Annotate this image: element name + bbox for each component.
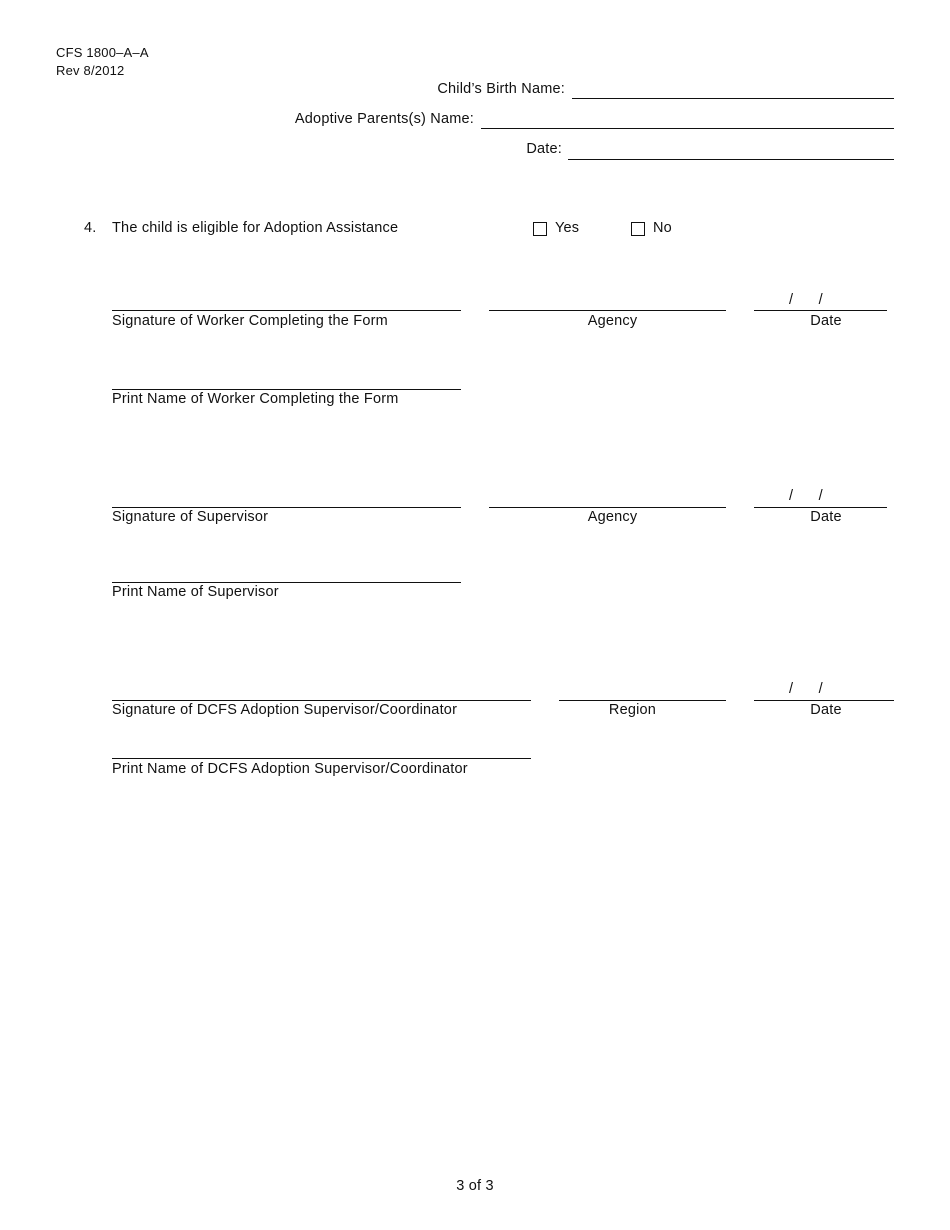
top-date-label: Date: (526, 141, 562, 157)
supervisor-print-name-line[interactable] (112, 582, 461, 583)
supervisor-agency-line[interactable] (489, 507, 726, 508)
dcfs-signature-label: Signature of DCFS Adoption Supervisor/Coordinator (112, 702, 458, 718)
supervisor-print-name-label: Print Name of Supervisor (112, 584, 279, 600)
yes-label: Yes (555, 220, 580, 236)
question-text: The child is eligible for Adoption Assistance (112, 220, 399, 236)
dcfs-print-name-label: Print Name of DCFS Adoption Supervisor/Coordinator (112, 761, 468, 777)
worker-agency-line[interactable] (489, 310, 726, 311)
worker-date-line[interactable] (754, 310, 887, 311)
dcfs-signature-line[interactable] (112, 700, 531, 701)
dcfs-date-line[interactable] (754, 700, 894, 701)
form-id: CFS 1800–A–A (56, 45, 149, 60)
worker-print-name-line[interactable] (112, 389, 461, 390)
yes-checkbox[interactable] (533, 222, 547, 236)
child-birth-name-field[interactable] (572, 98, 894, 99)
top-date-field[interactable] (568, 159, 894, 160)
supervisor-signature-line[interactable] (112, 507, 461, 508)
dcfs-date-separators: / / (789, 681, 823, 697)
supervisor-date-line[interactable] (754, 507, 887, 508)
worker-signature-label: Signature of Worker Completing the Form (112, 313, 388, 329)
dcfs-region-label: Region (608, 702, 657, 718)
adoptive-parents-field[interactable] (481, 128, 894, 129)
supervisor-date-separators: / / (789, 488, 823, 504)
form-revision: Rev 8/2012 (56, 63, 125, 78)
adoptive-parents-label: Adoptive Parents(s) Name: (294, 111, 474, 127)
worker-signature-line[interactable] (112, 310, 461, 311)
dcfs-date-label: Date (810, 702, 842, 718)
dcfs-print-name-line[interactable] (112, 758, 531, 759)
worker-agency-label: Agency (587, 313, 638, 329)
worker-print-name-label: Print Name of Worker Completing the Form (112, 391, 399, 407)
child-birth-name-label: Child’s Birth Name: (437, 81, 565, 97)
worker-date-separators: / / (789, 292, 823, 308)
question-number: 4. (84, 220, 97, 236)
dcfs-region-line[interactable] (559, 700, 726, 701)
no-label: No (653, 220, 672, 236)
worker-date-label: Date (810, 313, 842, 329)
supervisor-signature-label: Signature of Supervisor (112, 509, 269, 525)
page-number: 3 of 3 (456, 1178, 494, 1194)
supervisor-date-label: Date (810, 509, 842, 525)
no-checkbox[interactable] (631, 222, 645, 236)
supervisor-agency-label: Agency (587, 509, 638, 525)
